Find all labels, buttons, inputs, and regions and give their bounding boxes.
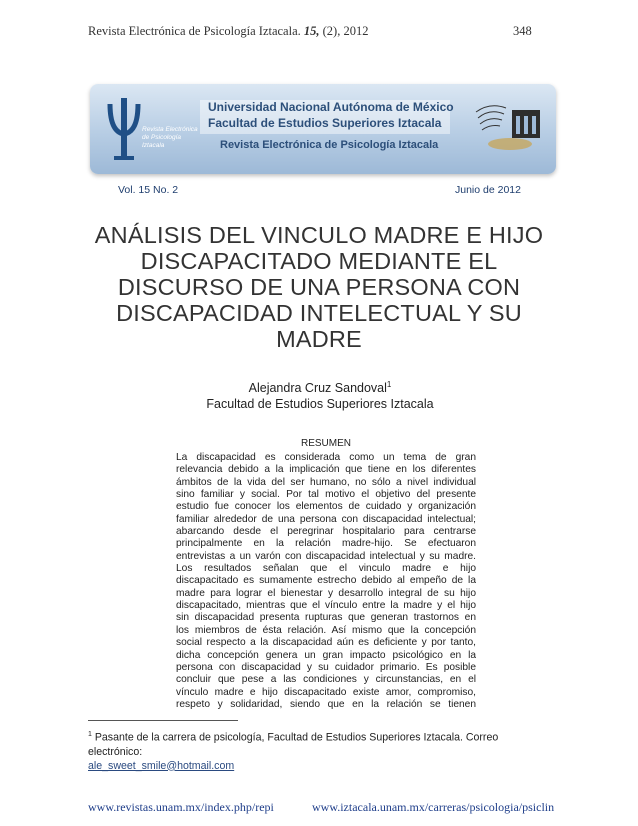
banner-journal: Revista Electrónica de Psicología Iztacala [220, 139, 439, 151]
footer-link-iztacala[interactable]: www.iztacala.unam.mx/carreras/psicologia/psiclin [312, 800, 555, 814]
banner-logo-text: Revista Electrónica de Psicología Iztacala [142, 126, 198, 149]
running-head-volume: 15, [303, 24, 320, 38]
footnote-divider [88, 720, 238, 721]
abstract-line: entrevistas a un varón con discapacidad intelectual y su madre. [176, 550, 476, 562]
abstract-line: discapacitado, mientras que el vínculo entre la madre y el hijo [176, 600, 476, 612]
author [150, 380, 490, 395]
abstract-line: discapacitado es sumamente estrecho debido al empeño de la [176, 575, 476, 587]
abstract-line: respeto y solidaridad, siendo que en la relación se tienen [176, 698, 476, 710]
abstract-heading: RESUMEN [300, 438, 351, 449]
abstract-line: La discapacidad es considerada como un tema de gran [176, 452, 476, 463]
abstract-line: Los resultados señalan que el vinculo madre e hijo [176, 563, 476, 575]
author-footnote-mark: 1 [386, 380, 392, 389]
abstract-line: vínculo madre e hijo discapacitado existe amor, compromiso, [176, 686, 476, 698]
footnote-mark: 1 [88, 731, 92, 738]
abstract-line: dicha concepción genera un gran impacto psicológico en la [176, 649, 476, 661]
abstract-line: familiar alrededor de una persona con discapacidad intelectual; [176, 513, 476, 525]
abstract-line: madre para lograr el bienestar y desarrollo integral de su hijo [176, 587, 476, 599]
footer-link-revistas[interactable]: www.revistas.unam.mx/index.php/repi [88, 800, 274, 814]
abstract-line: concluir que pese a las condiciones y circunstancias, en el [176, 674, 476, 686]
abstract-line: sin discapacidad presenta rupturas que generan trastornos en [176, 612, 476, 624]
abstract-line: principalmente en la relación madre-hijo. Se efectuaron [176, 538, 476, 550]
issue-volume: Vol. 15 No. 2 [118, 184, 179, 196]
running-head-issue: (2), 2012 [322, 24, 369, 38]
fes-iztacala-logo-icon [470, 98, 550, 158]
journal-banner [90, 84, 556, 174]
abstract-line: estudio fue conocer los elementos de cuidado y organización [176, 501, 476, 513]
affiliation: Facultad de Estudios Superiores Iztacala [206, 397, 434, 411]
issue-date: Junio de 2012 [455, 184, 521, 196]
footnote-text: Pasante de la carrera de psicología, Facultad de Estudios Superiores Iztacala. Correo electrónico: [88, 731, 499, 758]
page-number: 348 [513, 24, 532, 38]
banner-university: Universidad Nacional Autónoma de México [208, 100, 454, 114]
abstract-line: social respecto a la discapacidad aún es deficiente y por tanto, [176, 637, 476, 649]
footnote-email-link[interactable]: ale_sweet_smile@hotmail.com [88, 759, 235, 772]
author-name: Alejandra Cruz Sandoval [248, 381, 387, 396]
abstract-line: sino familiar y social. Por tal motivo el objetivo del presente [176, 489, 476, 501]
abstract-line: relevancia debido a la implicación que tiene en los diferentes [176, 464, 476, 476]
abstract-line: persona con discapacidad y su cuidador primario. Es posible [176, 661, 476, 673]
abstract-line: ámbitos de la vida del ser humano, no sólo a nivel individual [176, 476, 476, 488]
abstract-body [176, 452, 476, 711]
abstract-line: los miembros de ésta relación. Así mismo que la concepción [176, 624, 476, 636]
article-title: ANÁLISIS DEL VINCULO MADRE E HIJO DISCAPACITADO MEDIANTE EL DISCURSO DE UNA PERSONA CON DISCAPACIDAD INTELECTUAL Y SU MADRE [94, 222, 544, 352]
abstract-line: abarcando desde el peregrinar hospitalario para centrarse [176, 526, 476, 538]
psi-logo-icon [104, 94, 144, 164]
running-head-journal: Revista Electrónica de Psicología Iztacala. [88, 24, 301, 38]
running-head [88, 24, 368, 39]
banner-faculty: Facultad de Estudios Superiores Iztacala [208, 116, 442, 130]
footnote [88, 728, 550, 773]
